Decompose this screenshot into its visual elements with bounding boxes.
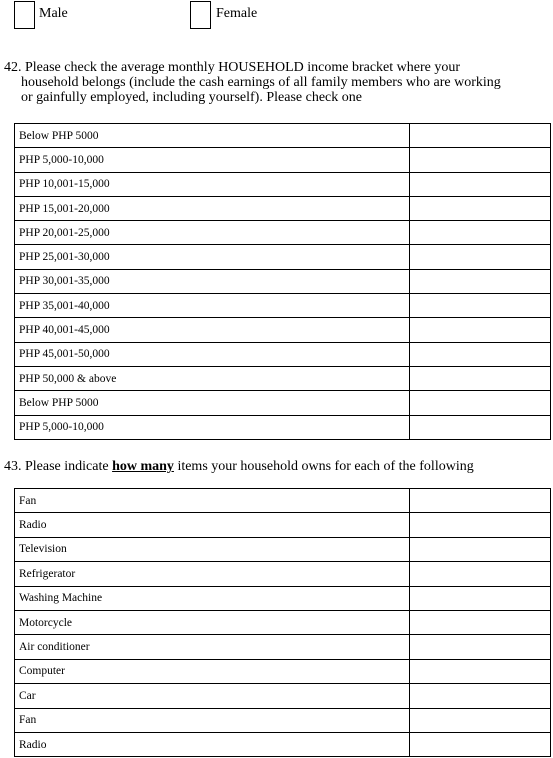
income-check-cell[interactable] — [410, 391, 551, 415]
item-count-cell[interactable] — [410, 562, 551, 586]
male-label: Male — [39, 6, 68, 21]
income-check-cell[interactable] — [410, 221, 551, 245]
household-item-row — [15, 684, 551, 708]
income-bracket-row-label: PHP 40,001-45,000 — [15, 318, 410, 342]
household-item-row — [15, 513, 551, 537]
item-count-cell[interactable] — [410, 708, 551, 732]
household-item-row — [15, 659, 551, 683]
income-bracket-row-label: Below PHP 5000 — [15, 124, 410, 148]
question-43 — [4, 459, 474, 474]
income-bracket-row-label: PHP 5,000-10,000 — [15, 415, 410, 439]
item-count-cell[interactable] — [410, 659, 551, 683]
item-count-cell[interactable] — [410, 489, 551, 513]
question-42-line1: Please check the average monthly HOUSEHOLD income bracket where your — [25, 60, 461, 75]
household-item-row-label: Fan — [15, 708, 410, 732]
income-bracket-row-label: PHP 35,001-40,000 — [15, 294, 410, 318]
household-item-row — [15, 635, 551, 659]
income-bracket-row — [15, 415, 551, 439]
question-42 — [4, 60, 501, 105]
household-item-row-label: Air conditioner — [15, 635, 410, 659]
item-count-cell[interactable] — [410, 732, 551, 756]
income-bracket-row-label: PHP 15,001-20,000 — [15, 196, 410, 220]
income-bracket-row — [15, 269, 551, 293]
household-item-row-label: Computer — [15, 659, 410, 683]
household-item-row-label: Refrigerator — [15, 562, 410, 586]
female-checkbox[interactable] — [190, 1, 211, 29]
household-item-row — [15, 708, 551, 732]
income-bracket-row — [15, 366, 551, 390]
question-43-emphasis: how many — [112, 459, 174, 474]
income-bracket-row — [15, 318, 551, 342]
question-43-text-after: items your household owns for each of the following — [173, 459, 474, 474]
income-bracket-row-label: PHP 50,000 & above — [15, 366, 410, 390]
question-43-text-before: Please indicate — [25, 459, 113, 474]
household-items-table — [14, 488, 551, 757]
income-bracket-row — [15, 172, 551, 196]
income-check-cell[interactable] — [410, 415, 551, 439]
income-check-cell[interactable] — [410, 196, 551, 220]
item-count-cell[interactable] — [410, 586, 551, 610]
item-count-cell[interactable] — [410, 635, 551, 659]
item-count-cell[interactable] — [410, 610, 551, 634]
income-bracket-row — [15, 245, 551, 269]
income-bracket-row-label: PHP 10,001-15,000 — [15, 172, 410, 196]
income-check-cell[interactable] — [410, 269, 551, 293]
income-bracket-table — [14, 123, 551, 440]
household-item-row — [15, 562, 551, 586]
question-42-line3: or gainfully employed, including yourself). Please check one — [21, 90, 362, 105]
income-bracket-row — [15, 196, 551, 220]
income-bracket-row — [15, 124, 551, 148]
household-item-row-label: Car — [15, 684, 410, 708]
income-check-cell[interactable] — [410, 294, 551, 318]
household-item-row-label: Radio — [15, 513, 410, 537]
question-43-number: 43. — [4, 459, 22, 474]
income-bracket-row — [15, 391, 551, 415]
gender-options — [0, 0, 553, 30]
income-bracket-row-label: Below PHP 5000 — [15, 391, 410, 415]
income-check-cell[interactable] — [410, 342, 551, 366]
income-bracket-row — [15, 221, 551, 245]
household-item-row — [15, 732, 551, 756]
household-item-row-label: Radio — [15, 732, 410, 756]
household-item-row-label: Television — [15, 537, 410, 561]
income-check-cell[interactable] — [410, 245, 551, 269]
question-42-line2: household belongs (include the cash earnings of all family members who are working — [21, 75, 501, 90]
income-check-cell[interactable] — [410, 148, 551, 172]
income-bracket-row — [15, 342, 551, 366]
question-42-number: 42. — [4, 60, 22, 75]
income-check-cell[interactable] — [410, 172, 551, 196]
income-bracket-row — [15, 294, 551, 318]
household-item-row — [15, 610, 551, 634]
household-item-row-label: Fan — [15, 489, 410, 513]
household-item-row-label: Washing Machine — [15, 586, 410, 610]
income-check-cell[interactable] — [410, 124, 551, 148]
income-bracket-row-label: PHP 30,001-35,000 — [15, 269, 410, 293]
household-item-row-label: Motorcycle — [15, 610, 410, 634]
household-item-row — [15, 489, 551, 513]
income-bracket-row-label: PHP 45,001-50,000 — [15, 342, 410, 366]
household-item-row — [15, 537, 551, 561]
female-label: Female — [216, 6, 258, 21]
item-count-cell[interactable] — [410, 513, 551, 537]
item-count-cell[interactable] — [410, 684, 551, 708]
male-checkbox[interactable] — [14, 1, 35, 29]
income-check-cell[interactable] — [410, 366, 551, 390]
income-bracket-row-label: PHP 25,001-30,000 — [15, 245, 410, 269]
item-count-cell[interactable] — [410, 537, 551, 561]
income-bracket-row — [15, 148, 551, 172]
income-bracket-row-label: PHP 20,001-25,000 — [15, 221, 410, 245]
household-item-row — [15, 586, 551, 610]
income-bracket-row-label: PHP 5,000-10,000 — [15, 148, 410, 172]
income-check-cell[interactable] — [410, 318, 551, 342]
